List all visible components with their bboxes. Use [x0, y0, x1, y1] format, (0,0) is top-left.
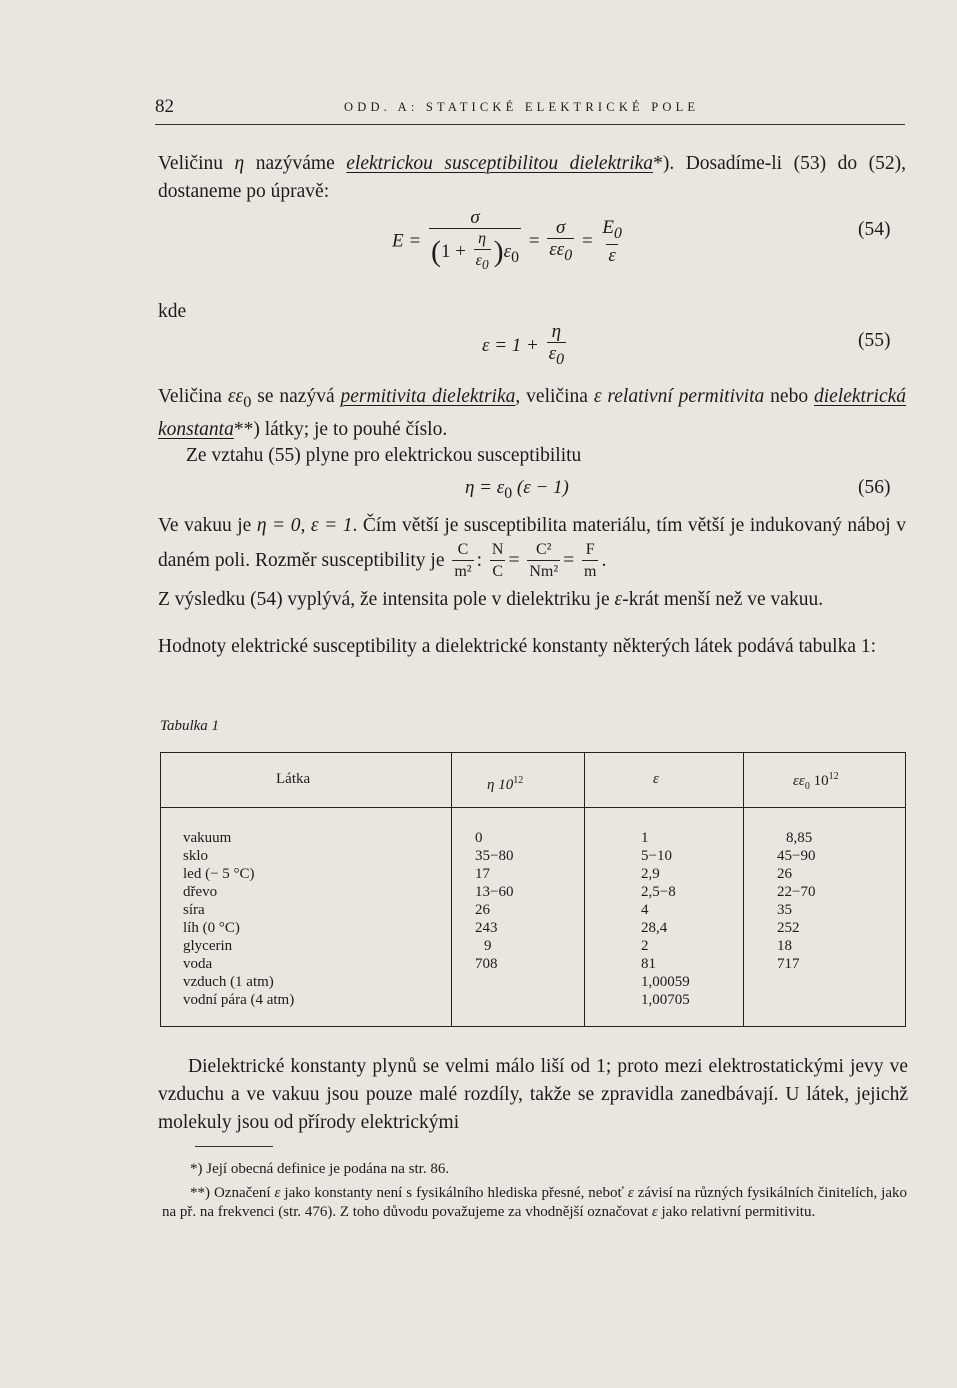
equation-number-54: (54) [858, 219, 891, 240]
column-eta [475, 829, 513, 973]
section-title: ODD. A: STATICKÉ ELEKTRICKÉ POLE [344, 100, 700, 114]
table-cell: 4 [641, 902, 649, 918]
table-cell: 17 [475, 866, 490, 882]
table-cell: síra [183, 902, 205, 918]
equation-number-55: (55) [858, 330, 891, 351]
table-cell: 13−60 [475, 884, 514, 900]
column-substances [183, 829, 294, 1009]
table-cell: vakuum [183, 830, 232, 846]
table-cell: 26 [475, 902, 490, 918]
table-caption: Tabulka 1 [160, 718, 220, 734]
equation-55: ε = 1 + $\frac{\eta}{\varepsilon_0}$ [482, 322, 569, 371]
table-divider [584, 753, 585, 1026]
term-dielectric-constant: dielektrická konstanta [158, 386, 907, 440]
footnote-1: *) Její obecná definice je podána na str. 86. [190, 1161, 450, 1177]
footnote-rule [195, 1146, 273, 1147]
paragraph-susceptibility-definition: Veličinu η nazýváme elektrickou susceptibilitou dielektrika*). Dosadíme-li (53) do (52), dostaneme po úpravě: [158, 153, 907, 202]
table-cell: 1,00059 [641, 974, 690, 990]
table-cell: 252 [777, 920, 800, 936]
term-permittivity: permitivita dielektrika [340, 386, 516, 407]
footnote-2: **) Označení ε jako konstanty není s fysikálního hlediska přesné, neboť ε závisí na různých fysikálních činitelích, jako na př. na frekvenci (str. 476). Z toho důvodu považujeme za vhodnější označovat ε jako relativní permitivitu. [162, 1185, 907, 1220]
table-divider [451, 753, 452, 1026]
table-cell: 243 [475, 920, 498, 936]
paragraph-vacuum: Ve vakuu je η = 0, ε = 1. Čím větší je susceptibilita materiálu, tím větší je indukovaný náboj v daném poli. Rozměr susceptibility je $\frac{C}{\text{m²}}$ : $\frac{N}{C}$ = $\frac{\text{C²}}{\text{Nm²}}$ = $\frac{F}{m}$ . [158, 512, 906, 583]
table-cell: 0 [475, 830, 483, 846]
table-cell: vzduch (1 atm) [183, 974, 274, 990]
table-cell: dřevo [183, 884, 218, 900]
table-cell: 22−70 [777, 884, 816, 900]
paragraph-gases: Dielektrické konstanty plynů se velmi málo liší od 1; proto mezi elektrostatickými jevy ve vzduchu a ve vakuu jsou pouze malé rozdíly, takže se zpravidla zanedbávají. U látek, jejichž molekuly jsou od přírody elektrickými [158, 1056, 908, 1133]
term-relative-permittivity: relativní permitivita [601, 386, 765, 407]
footnote-ref-2[interactable]: **) [233, 418, 260, 440]
term-susceptibility: elektrickou susceptibilitou dielektrika [346, 153, 654, 174]
table-cell: 81 [641, 956, 656, 972]
table-cell: vodní pára (4 atm) [183, 992, 295, 1008]
column-eps [641, 829, 690, 1009]
page-number: 82 [155, 96, 174, 117]
paragraph-from-55: Ze vztahu (55) plyne pro elektrickou susceptibilitu [186, 445, 582, 466]
paragraph-result-54: Z výsledku (54) vyplývá, že intensita pole v dielektriku je ε-krát menší než ve vakuu. [158, 589, 824, 610]
table-cell: 28,4 [641, 920, 668, 936]
header-eps: ε [653, 771, 659, 787]
table-cell: 2 [641, 938, 649, 954]
table-cell: líh (0 °C) [183, 920, 240, 936]
paragraph-table-intro: Hodnoty elektrické susceptibility a dielektrické konstanty některých látek podává tabulka 1: [158, 636, 877, 657]
equation-number-56: (56) [858, 477, 891, 498]
table-cell: 26 [777, 866, 792, 882]
header-latka: Látka [276, 771, 311, 787]
table-cell: sklo [183, 848, 209, 864]
label-kde: kde [158, 301, 187, 322]
paragraph-permittivity: Veličina $\varepsilon\varepsilon_0$ se nazývá permitivita dielektrika, veličina ε relativní permitivita nebo dielektrická konstanta**) látky; je to pouhé číslo. [158, 386, 907, 440]
table-cell: 708 [475, 956, 498, 972]
table-cell: 717 [777, 956, 800, 972]
header-rule [155, 124, 905, 125]
table-cell: 9 [484, 938, 492, 954]
table-cell: 5−10 [641, 848, 672, 864]
dielectric-table [160, 752, 906, 1027]
table-cell: 1,00705 [641, 992, 690, 1008]
table-header-rule [161, 807, 905, 808]
table-cell: 45−90 [777, 848, 816, 864]
equation-56: $\eta = \varepsilon_0$ (ε − 1) [465, 477, 569, 502]
equation-54: E = σ (1 + $\frac{\eta}{\varepsilon_0}$ )$\varepsilon_0$ = $\frac{\sigma}{\varepsilon\varepsilon_0}$ = $\frac{E_0}{\varepsilon}$ [392, 208, 627, 276]
table-cell: 35 [777, 902, 792, 918]
table-cell: voda [183, 956, 213, 972]
table-cell: 18 [777, 938, 792, 954]
table-cell: 2,9 [641, 866, 660, 882]
header-eta: η $10^{12}$ [487, 775, 524, 793]
table-cell: glycerin [183, 938, 233, 954]
table-cell: 1 [641, 830, 649, 846]
column-epseps0 [777, 829, 815, 973]
table-cell: 35−80 [475, 848, 514, 864]
header-epseps0: $\varepsilon\varepsilon_0$ $10^{12}$ [793, 771, 839, 792]
table-cell: led (− 5 °C) [183, 866, 255, 882]
table-cell: 2,5−8 [641, 884, 676, 900]
footnote-ref-1[interactable]: *) [653, 153, 670, 174]
table-divider [743, 753, 744, 1026]
table-cell: 8,85 [786, 830, 813, 846]
